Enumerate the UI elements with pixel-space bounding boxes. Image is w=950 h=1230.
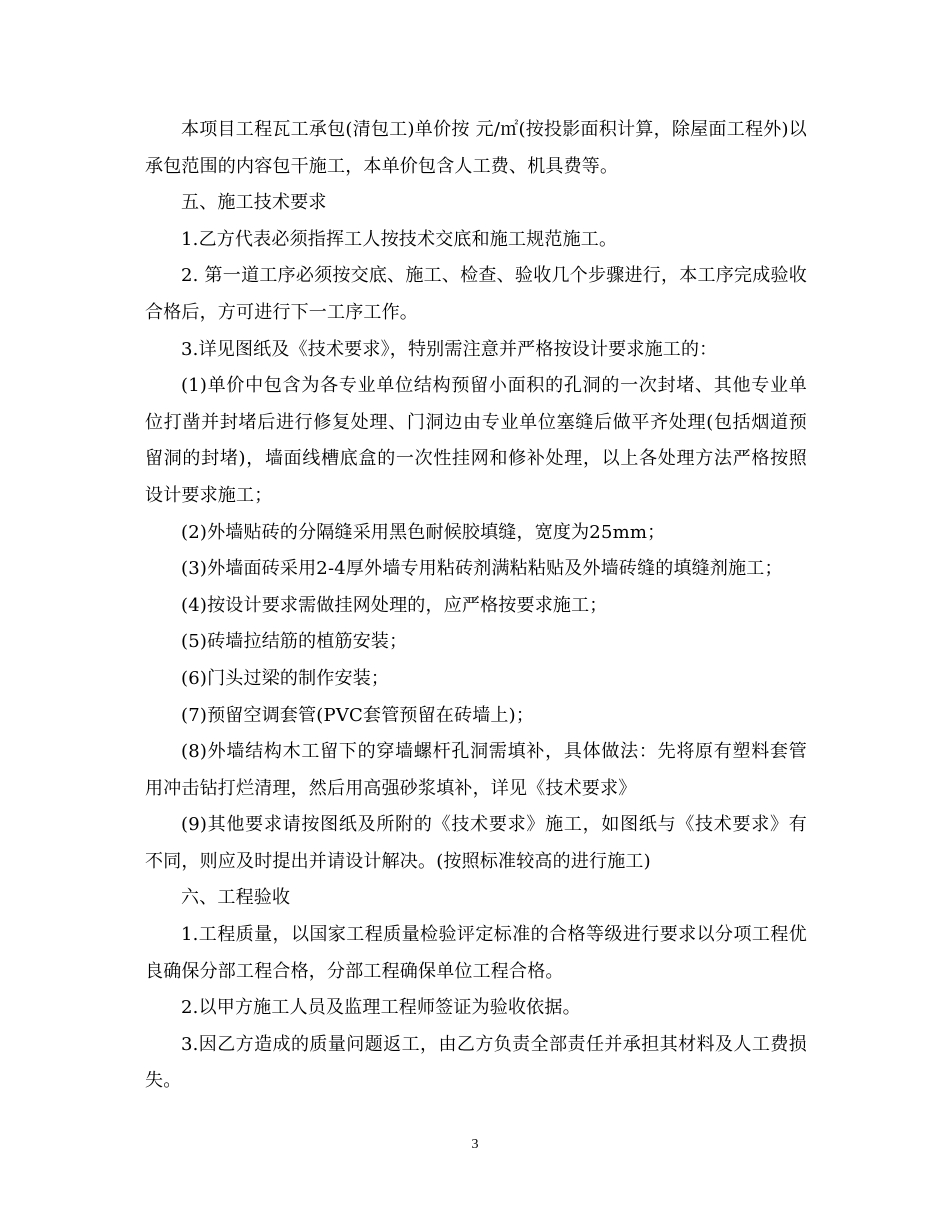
paragraph-subitem-6: (6)门头过梁的制作安装； <box>181 667 390 689</box>
paragraph-unit-price: 本项目工程瓦工承包(清包工)单价按 元/㎡(按投影面积计算，除屋面工程外)以承包范围的内容包干施工，本单价包含人工费、机具费等。 <box>145 119 807 177</box>
paragraph-subitem-9: (9)其他要求请按图纸及所附的《技术要求》施工，如图纸与《技术要求》有不同，则应及时提出并请设计解决。(按照标准较高的进行施工) <box>145 814 807 872</box>
paragraph-acceptance-1: 1.工程质量，以国家工程质量检验评定标准的合格等级进行要求以分项工程优良确保分部工程合格，分部工程确保单位工程合格。 <box>145 924 807 982</box>
paragraph-subitem-2: (2)外墙贴砖的分隔缝采用黑色耐候胶填缝，宽度为25mm； <box>181 521 666 543</box>
paragraph-acceptance-3: 3.因乙方造成的质量问题返工，由乙方负责全部责任并承担其材料及人工费损失。 <box>145 1033 807 1092</box>
paragraph-subitem-5: (5)砖墙拉结筋的植筋安装； <box>181 631 408 653</box>
section-heading-technical-requirements: 五、施工技术要求 <box>181 192 327 214</box>
paragraph-subitem-4: (4)按设计要求需做挂网处理的，应严格按要求施工； <box>181 594 608 616</box>
paragraph-item-2: 2. 第一道工序必须按交底、施工、检查、验收几个步骤进行，本工序完成验收合格后，方可进行下一工序工作。 <box>145 265 807 323</box>
paragraph-subitem-8: (8)外墙结构木工留下的穿墙螺杆孔洞需填补，具体做法：先将原有塑料套管用冲击钻打烂清理，然后用高强砂浆填补，详见《技术要求》 <box>145 741 807 799</box>
document-body <box>145 112 807 1100</box>
paragraph-acceptance-2: 2.以甲方施工人员及监理工程师签证为验收依据。 <box>181 997 581 1019</box>
paragraph-subitem-7: (7)预留空调套管(PVC套管预留在砖墙上)； <box>181 704 535 726</box>
paragraph-subitem-3: (3)外墙面砖采用2-4厚外墙专用粘砖剂满粘粘贴及外墙砖缝的填缝剂施工； <box>181 558 783 580</box>
page-number: 3 <box>471 1137 479 1152</box>
paragraph-subitem-1: (1)单价中包含为各专业单位结构预留小面积的孔洞的一次封堵、其他专业单位打凿并封堵后进行修复处理、门洞边由专业单位塞缝后做平齐处理(包括烟道预留洞的封堵)，墙面线槽底盒的一次性挂网和修补处理，以上各处理方法严格按照设计要求施工； <box>145 375 807 506</box>
paragraph-item-3: 3.详见图纸及《技术要求》，特别需注意并严格按设计要求施工的： <box>181 338 718 360</box>
paragraph-item-1: 1.乙方代表必须指挥工人按技术交底和施工规范施工。 <box>181 228 618 250</box>
section-heading-acceptance: 六、工程验收 <box>181 887 291 909</box>
